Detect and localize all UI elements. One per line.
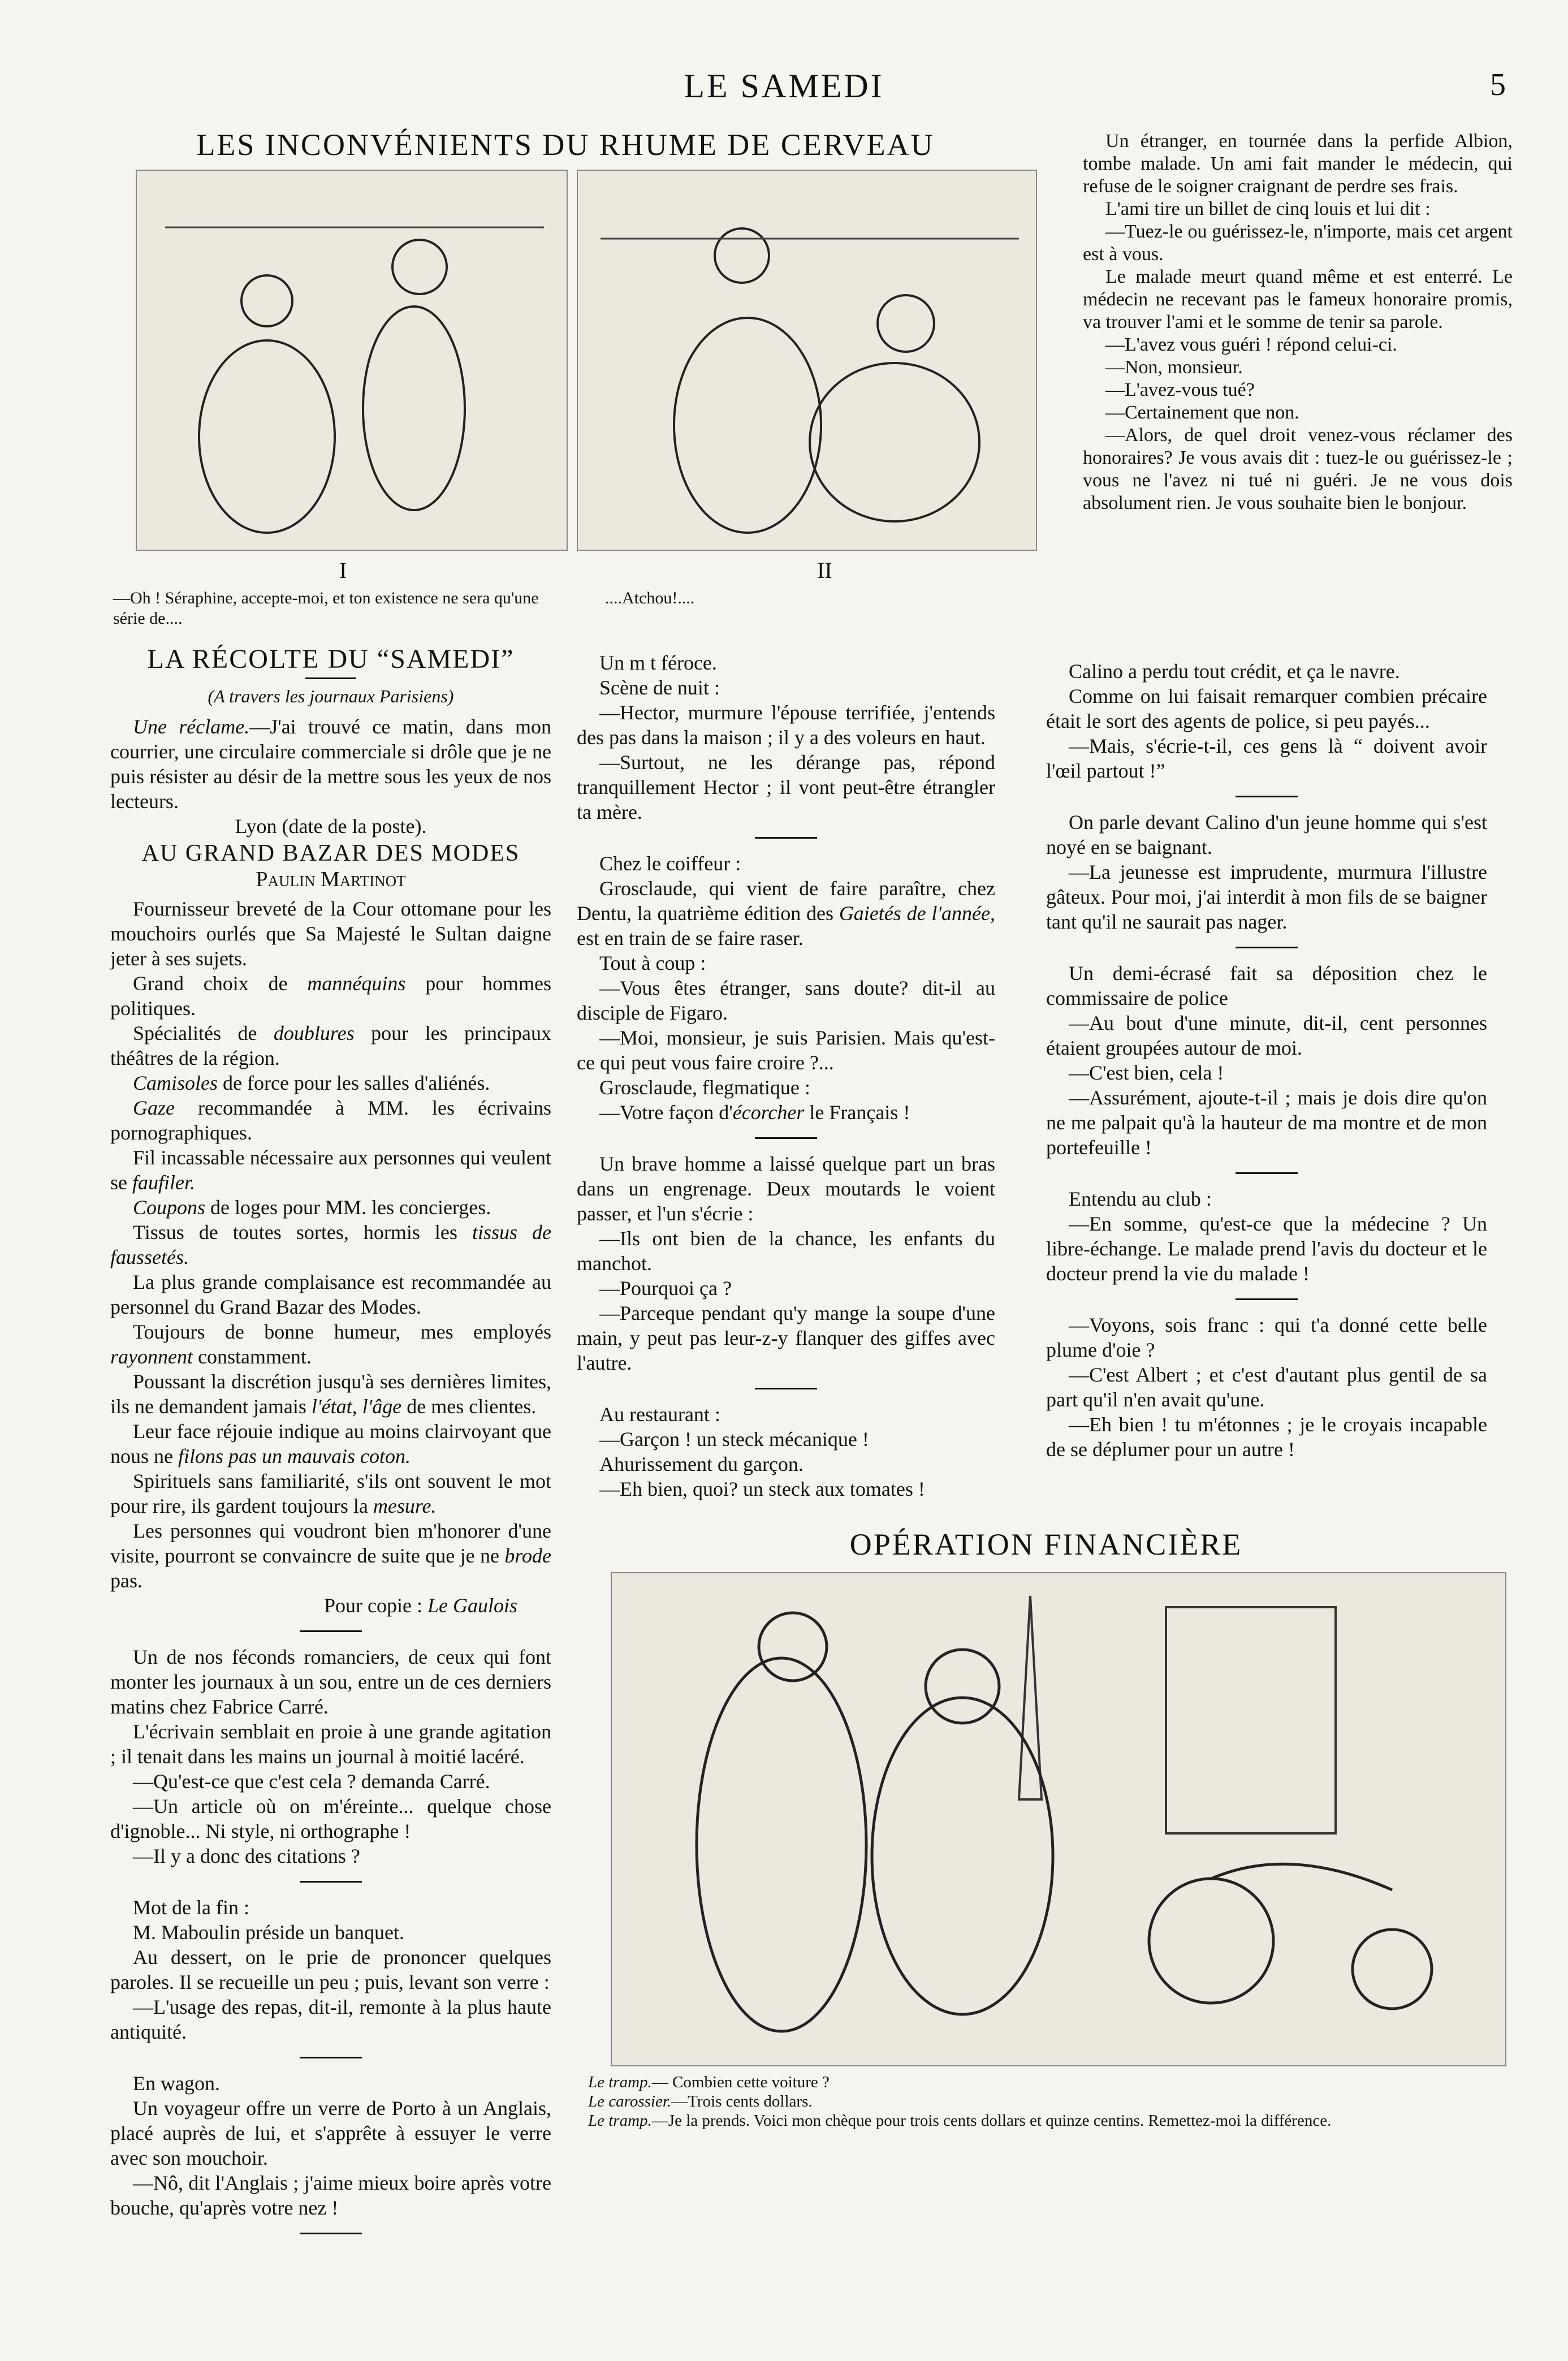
paragraph: —L'usage des repas, dit-il, remonte à la plus haute antiquité. <box>110 1996 551 2043</box>
text: Grosclaude, qui vient de faire paraître, chez Dentu, la quatrième édition des <box>577 877 995 925</box>
paragraph: —Assurément, ajoute-t-il ; mais je dois dire qu'on ne me palpait qu'à la hauteur de ma montre et de mon portefeuille ! <box>1046 1086 1487 1159</box>
paragraph: Ahurissement du garçon. <box>599 1453 804 1475</box>
page-number: 5 <box>1490 67 1506 102</box>
paragraph: Scène de nuit : <box>599 676 720 699</box>
paragraph: —Voyons, sois franc : qui t'a donné cette belle plume d'oie ? <box>1046 1314 1487 1361</box>
text-italic: Gaietés de l'année, <box>839 902 995 925</box>
text: est en train de se faire raser. <box>577 927 804 949</box>
text-italic: Coupons <box>133 1196 206 1219</box>
text: de mes clientes. <box>401 1395 537 1418</box>
text-italic: mesure. <box>373 1495 437 1517</box>
paragraph: La plus grande complaisance est recommandée au personnel du Grand Bazar des Modes. <box>110 1271 551 1318</box>
paragraph: Calino a perdu tout crédit, et ça le navre. <box>1069 660 1400 683</box>
text-italic: mannéquins <box>307 972 406 995</box>
paragraph: —Tuez-le ou guérissez-le, n'importe, mais cet argent est à vous. <box>1083 221 1513 265</box>
paragraph: Au dessert, on le prie de prononcer quelques paroles. Il se recueille un peu ; puis, levant son verre : <box>110 1946 551 1993</box>
paragraph: —Eh bien, quoi? un steck aux tomates ! <box>599 1478 925 1500</box>
paragraph: Au restaurant : <box>599 1403 720 1426</box>
line: —Trois cents dollars. <box>671 2092 813 2110</box>
text-italic: écorcher <box>732 1101 805 1124</box>
divider <box>755 1137 817 1139</box>
divider <box>300 2233 362 2234</box>
paragraph: En wagon. <box>133 2072 220 2095</box>
paragraph: —En somme, qu'est-ce que la médecine ? Un libre-échange. Le malade prend l'avis du docteur et le docteur prend la vie du malade ! <box>1046 1212 1487 1285</box>
text: Poussant la discrétion jusqu'à ses dernières limites, ils ne demandent jamais <box>110 1370 551 1418</box>
right-top-column <box>1083 130 1513 515</box>
divider <box>1236 1298 1298 1300</box>
text: le Français ! <box>804 1101 910 1124</box>
text: Les personnes qui voudront bien m'honorer d'une visite, pourront se convaincre de suite que je ne <box>110 1520 551 1567</box>
text: Toujours de bonne humeur, mes employés <box>133 1320 551 1343</box>
paragraph: —C'est Albert ; et c'est d'autant plus gentil de sa part qu'il n'en avait qu'une. <box>1046 1363 1487 1411</box>
text: pas. <box>110 1569 142 1592</box>
text: Leur face réjouie indique au moins clairvoyant que nous ne <box>110 1420 551 1467</box>
tramp-illustration <box>611 1572 1506 2066</box>
cartoon-1-caption: —Oh ! Séraphine, accepte-moi, et ton existence ne sera qu'une série de.... <box>113 589 539 628</box>
text: de loges pour MM. les concierges. <box>205 1196 491 1219</box>
text-italic: brode <box>504 1544 551 1567</box>
paragraph: Un de nos féconds romanciers, de ceux qui font monter les journaux à un sou, entre un de ces derniers matins chez Fabrice Carré. <box>110 1646 551 1718</box>
divider <box>1236 947 1298 948</box>
divider <box>755 837 817 839</box>
paragraph: Un demi-écrasé fait sa déposition chez le commissaire de police <box>1046 962 1487 1009</box>
bottom-captions <box>588 2073 1510 2130</box>
cartoon-1-numeral: I <box>339 558 347 583</box>
text: pour hommes politiques. <box>110 972 551 1020</box>
paragraph: Un voyageur offre un verre de Porto à un Anglais, placé auprès de lui, et s'apprête à essuyer le verre avec son mouchoir. <box>110 2097 551 2169</box>
cartoon-2-numeral: II <box>817 558 832 583</box>
speaker: Le tramp. <box>588 2112 652 2130</box>
paragraph: —La jeunesse est imprudente, murmura l'illustre gâteux. Pour moi, j'ai interdit à mon fils de se baigner tant qu'il ne saurait pas nager. <box>1046 861 1487 933</box>
paragraph: Un brave homme a laissé quelque part un bras dans un engrenage. Deux moutards le voient passer, et l'un s'écrie : <box>577 1153 995 1225</box>
speaker: Le tramp. <box>588 2073 652 2091</box>
copy-label: Pour copie : <box>324 1594 427 1617</box>
cartoon-2-illustration <box>577 170 1037 551</box>
masthead: LE SAMEDI <box>684 67 884 105</box>
copy-source: Le Gaulois <box>427 1594 517 1617</box>
intro-text: —J'ai trouvé ce matin, dans mon courrier, une circulaire commerciale si drôle que je ne puis résister au désir de la mettre sous les yeux de nos lecteurs. <box>110 715 551 813</box>
text-italic: Gaze <box>133 1097 175 1119</box>
line: —Je la prends. Voici mon chèque pour trois cents dollars et quinze centins. Remettez-moi la différence. <box>651 2112 1332 2130</box>
paragraph: On parle devant Calino d'un jeune homme qui s'est noyé en se baignant. <box>1046 811 1487 858</box>
text-italic: tissus de faussetés. <box>110 1221 551 1268</box>
paragraph: —Garçon ! un steck mécanique ! <box>599 1428 869 1451</box>
divider <box>755 1388 817 1389</box>
column-1 <box>110 645 551 2247</box>
paragraph: Fournisseur breveté de la Cour ottomane pour les mouchoirs ourlés que Sa Majesté le Sultan daigne jeter à ses sujets. <box>110 897 551 970</box>
text: Fil incassable nécessaire aux personnes qui veulent se <box>110 1146 551 1194</box>
paragraph: Comme on lui faisait remarquer combien précaire était le sort des agents de police, si peu payés... <box>1046 685 1487 732</box>
paragraph: —Nô, dit l'Anglais ; j'aime mieux boire après votre bouche, qu'après votre nez ! <box>110 2172 551 2219</box>
text-italic: doublures <box>273 1022 355 1044</box>
paragraph: —Au bout d'une minute, dit-il, cent personnes étaient groupées autour de moi. <box>1046 1012 1487 1059</box>
text: Spécialités de <box>133 1022 274 1044</box>
paragraph: —Surtout, ne les dérange pas, répond tranquillement Hector ; il vont peut-être étrangler ta mère. <box>577 751 995 823</box>
text-italic: l'état, l'âge <box>311 1395 402 1418</box>
cartoon-2-drawing <box>578 171 1036 550</box>
speaker: Le carossier. <box>588 2092 672 2110</box>
paragraph: L'ami tire un billet de cinq louis et lui dit : <box>1105 198 1431 219</box>
section-subtitle: (A travers les journaux Parisiens) <box>208 686 454 706</box>
divider <box>300 1630 362 1632</box>
paragraph: —Alors, de quel droit venez-vous réclamer des honoraires? Je vous avais dit : tuez-le ou guérissez-le ; vous ne l'avez ni tué ni guéri. Je ne vous dois absolument rien. Je vous souhaite bien le bonjour. <box>1083 425 1513 513</box>
paragraph: —Un article où on m'éreinte... quelque chose d'ignoble... Ni style, ni orthographe ! <box>110 1795 551 1842</box>
bottom-title: OPÉRATION FINANCIÈRE <box>849 1527 1243 1561</box>
text-italic: filons pas un mauvais coton. <box>178 1445 411 1467</box>
divider <box>300 1881 362 1883</box>
paragraph: —Il y a donc des citations ? <box>133 1845 360 1867</box>
text: pour les principaux théâtres de la région. <box>110 1022 551 1069</box>
section-title: LA RÉCOLTE DU “SAMEDI” <box>147 644 515 674</box>
place-line: Lyon (date de la poste). <box>235 815 427 838</box>
paragraph: —Pourquoi ça ? <box>599 1277 732 1300</box>
paragraph: Un étranger, en tournée dans la perfide Albion, tombe malade. Un ami fait mander le médecin, qui refuse de le soigner craignant de perdre ses frais. <box>1083 131 1513 197</box>
cartoon-2-caption: ....Atchou!.... <box>605 589 695 607</box>
paragraph: M. Maboulin préside un banquet. <box>133 1921 404 1944</box>
paragraph: —Non, monsieur. <box>1105 357 1243 378</box>
paragraph: —Parceque pendant qu'y mange la soupe d'une main, y peut pas leur-z-y flanquer des giffes avec l'autre. <box>577 1302 995 1374</box>
text-italic: faufiler. <box>132 1171 196 1194</box>
tramp-drawing <box>612 1573 1505 2065</box>
top-title: LES INCONVÉNIENTS DU RHUME DE CERVEAU <box>196 128 935 162</box>
paragraph: Chez le coiffeur : <box>599 852 741 875</box>
paragraph: —Hector, murmure l'épouse terrifiée, j'entends des pas dans la maison ; il y a des voleurs en haut. <box>577 701 995 749</box>
text: recommandée à MM. les écrivains pornographiques. <box>110 1097 551 1144</box>
paragraph: —L'avez vous guéri ! répond celui-ci. <box>1105 334 1397 355</box>
text: —Votre façon d' <box>599 1101 733 1124</box>
paragraph: L'écrivain semblait en proie à une grande agitation ; il tenait dans les mains un journal à moitié lacéré. <box>110 1720 551 1768</box>
ad-author: Paulin Martinot <box>256 867 406 891</box>
text-italic: rayonnent <box>110 1345 193 1368</box>
paragraph: —C'est bien, cela ! <box>1069 1061 1224 1084</box>
paragraph: —Moi, monsieur, je suis Parisien. Mais qu'est-ce qui peut vous faire croire ?... <box>577 1026 995 1074</box>
cartoon-1-illustration <box>136 170 568 551</box>
paragraph: Entendu au club : <box>1069 1188 1212 1210</box>
paragraph: —Ils ont bien de la chance, les enfants du manchot. <box>577 1227 995 1275</box>
text: constamment. <box>192 1345 312 1368</box>
divider <box>1236 796 1298 797</box>
divider <box>300 2057 362 2058</box>
paragraph: —Certainement que non. <box>1105 402 1299 423</box>
text: de force pour les salles d'aliénés. <box>218 1072 490 1094</box>
intro-label: Une réclame. <box>133 715 250 738</box>
divider <box>305 677 356 679</box>
line: — Combien cette voiture ? <box>651 2073 830 2091</box>
paragraph: —Qu'est-ce que c'est cela ? demanda Carré. <box>133 1770 490 1793</box>
divider <box>1236 1172 1298 1174</box>
cartoon-1-drawing <box>137 171 567 550</box>
text: Grand choix de <box>133 972 308 995</box>
column-3 <box>1046 659 1487 1462</box>
paragraph: Un m t féroce. <box>599 651 717 674</box>
paragraph: —Mais, s'écrie-t-il, ces gens là “ doivent avoir l'œil partout !” <box>1046 735 1487 782</box>
paragraph: —Eh bien ! tu m'étonnes ; je le croyais incapable de se déplumer pour un autre ! <box>1046 1413 1487 1461</box>
text: Tissus de toutes sortes, hormis les <box>133 1221 472 1244</box>
paragraph: Grosclaude, flegmatique : <box>599 1076 810 1099</box>
paragraph: Le malade meurt quand même et est enterré. Le médecin ne recevant pas le fameux honoraire promis, va trouver l'ami et le somme de tenir sa parole. <box>1083 266 1513 333</box>
text-italic: Camisoles <box>133 1072 218 1094</box>
column-2 <box>577 650 995 1501</box>
paragraph: Tout à coup : <box>599 952 706 974</box>
ad-title: AU GRAND BAZAR DES MODES <box>141 840 520 866</box>
text: Spirituels sans familiarité, s'ils ont souvent le mot pour rire, ils gardent toujours la <box>110 1470 551 1517</box>
paragraph: —Vous êtes étranger, sans doute? dit-il au disciple de Figaro. <box>577 977 995 1024</box>
paragraph: —L'avez-vous tué? <box>1105 379 1255 400</box>
paragraph: Mot de la fin : <box>133 1896 249 1919</box>
